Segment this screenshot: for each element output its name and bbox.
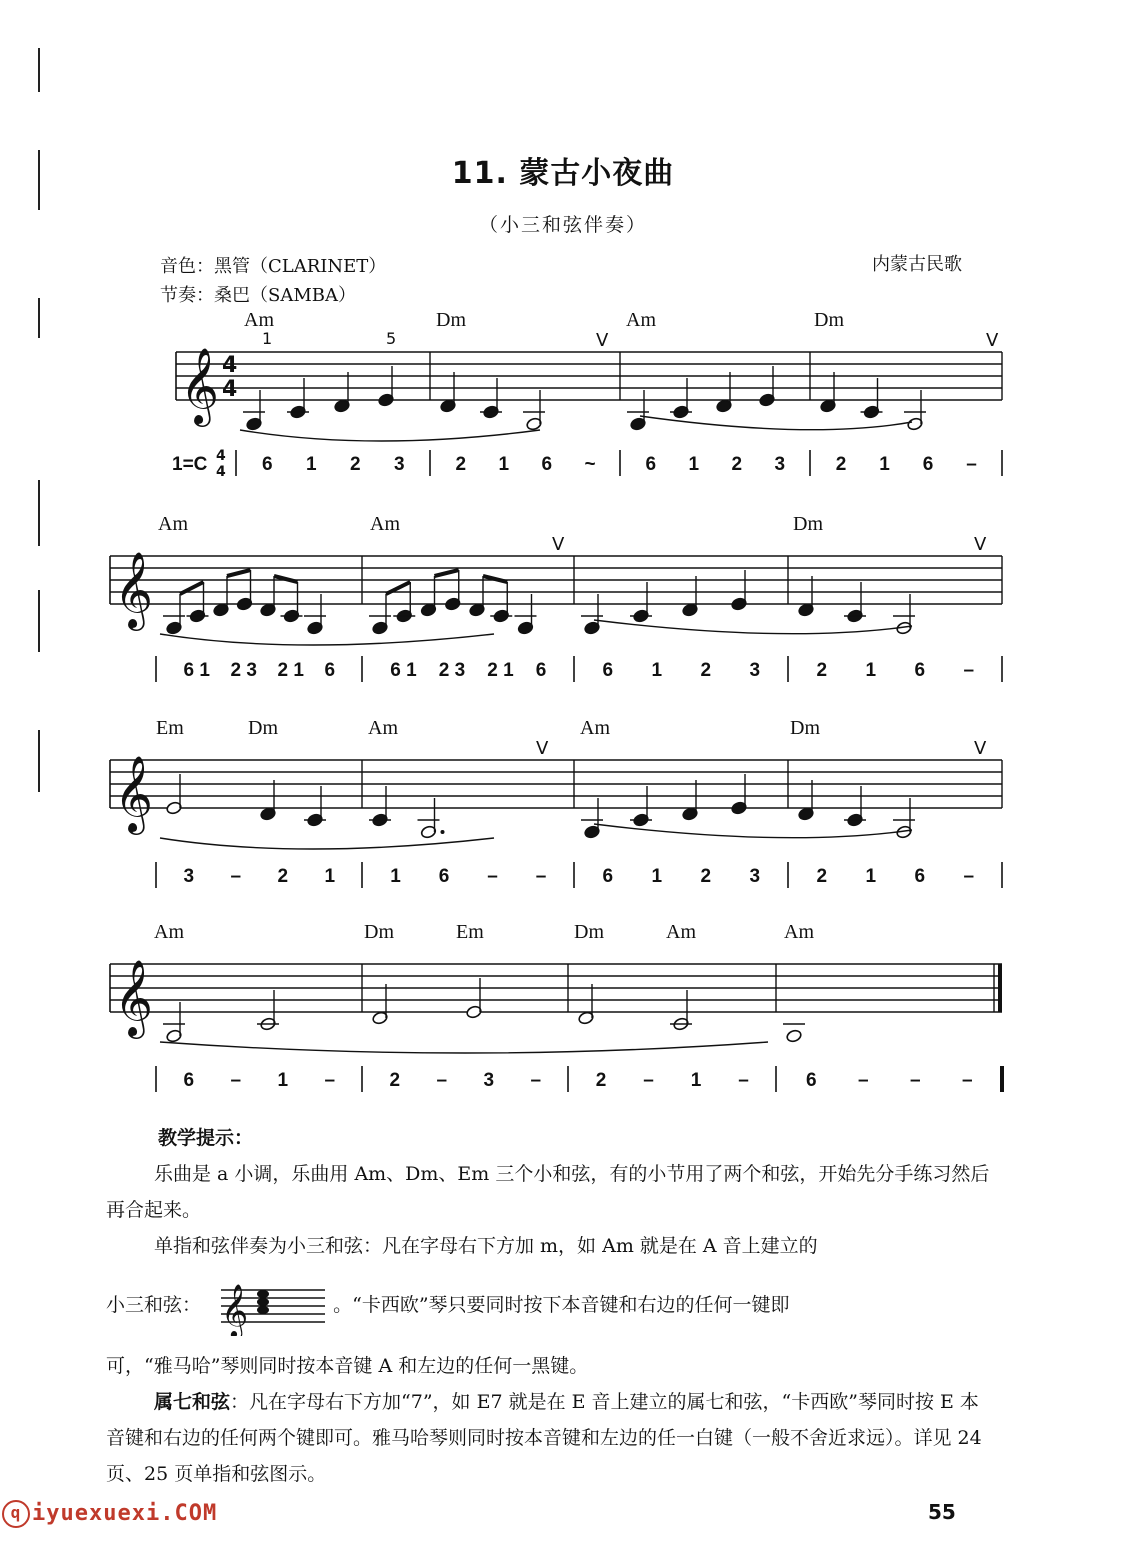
breath-mark: V [986, 330, 999, 351]
jianpu-note: – [910, 1070, 921, 1091]
jianpu-note: 1 [324, 866, 336, 887]
jianpu-note: – [966, 454, 977, 475]
q-circle-logo-icon: q [2, 1500, 30, 1528]
jianpu-note: 6 [806, 1070, 817, 1091]
augmentation-dot [441, 830, 445, 834]
chord-symbol: Dm [364, 921, 394, 943]
jianpu-note: 1 [688, 454, 700, 475]
jianpu-note: 2 [595, 1070, 607, 1091]
chord-symbol: Dm [574, 921, 604, 943]
jianpu-time-digit: 4 [216, 448, 226, 464]
time-signature-digit: 4 [222, 353, 238, 378]
breath-mark: V [536, 738, 549, 759]
treble-clef-icon: 𝄞 [180, 347, 220, 424]
chord-symbol: Am [368, 717, 398, 739]
jianpu-note: – [230, 866, 242, 887]
treble-clef-icon: 𝄞 [114, 959, 154, 1036]
slur [160, 1042, 768, 1053]
notes-paragraph-1: 乐曲是 a 小调，乐曲用 Am、Dm、Em 三个小和弦，有的小节用了两个和弦，开始先分手练习然后再合起来。 [106, 1163, 990, 1221]
jianpu-note: 1 [306, 454, 317, 475]
time-signature-digit: 4 [222, 377, 238, 402]
jianpu-time-digit: 4 [216, 464, 226, 480]
jianpu-note: 6 [914, 866, 926, 887]
chord-symbol: Dm [814, 309, 844, 331]
jianpu-note: 2 3 [230, 660, 257, 681]
fingering-number: 1 [262, 329, 273, 348]
jianpu-note: 6 [914, 660, 926, 681]
breath-mark: V [974, 534, 987, 555]
jianpu-note: 1 [651, 866, 663, 887]
chord-symbol: Am [626, 309, 656, 331]
slur [240, 430, 540, 441]
chord-symbol: Am [580, 717, 610, 739]
jianpu-note: 2 [816, 866, 828, 887]
breath-mark: V [974, 738, 987, 759]
jianpu-note: 6 [645, 454, 657, 475]
chord-symbol: Dm [790, 717, 820, 739]
treble-clef-icon: 𝄞 [114, 551, 154, 628]
chord-symbol: Em [156, 717, 184, 739]
jianpu-note: 6 [535, 660, 547, 681]
jianpu-note: – [487, 866, 498, 887]
jianpu-note: 6 [922, 454, 934, 475]
note-head [786, 1029, 803, 1043]
chord-symbol: Em [456, 921, 484, 943]
rhythm-label: 节奏：桑巴（SAMBA） [160, 285, 356, 306]
page-title: 11. 蒙古小夜曲 [451, 156, 675, 191]
jianpu-note: 6 1 [183, 660, 210, 681]
key-signature: 1=C [172, 454, 208, 475]
jianpu-note: – [858, 1070, 869, 1091]
notes-paragraph-3-end: 。“卡西欧”琴只要同时按下本音键和右边的任何一键即 [333, 1294, 790, 1316]
chord-symbol: Am [370, 513, 400, 535]
notes-heading: 教学提示： [158, 1127, 254, 1149]
beam [435, 570, 459, 576]
chord-staff-icon [207, 1276, 327, 1336]
dominant-seventh-label: 属七和弦 [154, 1391, 231, 1413]
beam [483, 576, 507, 582]
jianpu-note: – [962, 1070, 973, 1091]
slur [640, 416, 912, 430]
jianpu-note: 2 [835, 454, 847, 475]
jianpu-note: 2 [277, 866, 289, 887]
slur [160, 838, 494, 849]
jianpu-note: 1 [390, 866, 401, 887]
chord-symbol: Am [244, 309, 274, 331]
beam [227, 570, 251, 576]
chord-symbol: Dm [248, 717, 278, 739]
jianpu-note: 2 [816, 660, 828, 681]
jianpu-note: – [643, 1070, 654, 1091]
chord-symbol: Am [784, 921, 814, 943]
chord-symbol: Dm [793, 513, 823, 535]
jianpu-note: 1 [651, 660, 663, 681]
notes-paragraph-5 [106, 1384, 996, 1492]
jianpu-note: 1 [498, 454, 510, 475]
notes-paragraph-5-body: ：凡在字母右下方加“7”，如 E7 就是在 E 音上建立的属七和弦，“卡西欧”琴同时按 E 本音键和右边的任何两个键即可。雅马哈琴则同时按本音键和左边的任一白键（一般不舍近求远）。详见 24 页、25 页单指和弦图示。 [106, 1391, 982, 1485]
jianpu-note: 6 [438, 866, 450, 887]
jianpu-note: 3 [749, 866, 761, 887]
jianpu-note: 6 [183, 1070, 195, 1091]
chord-symbol: Dm [436, 309, 466, 331]
jianpu-note: – [230, 1070, 242, 1091]
slur [594, 824, 912, 838]
jianpu-note: 3 [483, 1070, 495, 1091]
jianpu-note: 6 [541, 454, 553, 475]
jianpu-note: 1 [277, 1070, 289, 1091]
jianpu-note: 3 [774, 454, 786, 475]
treble-clef-icon: 𝄞 [114, 755, 154, 832]
jianpu-note: 6 [324, 660, 336, 681]
jianpu-note: 1 [865, 660, 877, 681]
jianpu-note: 6 [602, 660, 614, 681]
jianpu-note: 3 [749, 660, 761, 681]
jianpu-note: 2 [700, 866, 712, 887]
watermark [2, 1500, 217, 1528]
slur [594, 620, 912, 634]
jianpu-note: – [324, 1070, 336, 1091]
jianpu-note: 2 1 [277, 660, 304, 681]
jianpu-note: 2 3 [438, 660, 466, 681]
page-subtitle: （小三和弦伴奏） [478, 214, 647, 236]
jianpu-note: – [436, 1070, 448, 1091]
chord-symbol: Am [158, 513, 188, 535]
jianpu-note: 2 [731, 454, 743, 475]
notes-paragraph-3-start: 小三和弦： [106, 1294, 202, 1316]
watermark-text: iyuexuexi.COM [32, 1501, 218, 1526]
chord-symbol: Am [154, 921, 184, 943]
slur [160, 634, 494, 645]
jianpu-note: 3 [183, 866, 195, 887]
jianpu-note: 1 [879, 454, 890, 475]
jianpu-note: 1 [690, 1070, 702, 1091]
jianpu-note: 2 [455, 454, 467, 475]
breath-mark: V [596, 330, 609, 351]
jianpu-note: – [738, 1070, 749, 1091]
jianpu-note: 1 [865, 866, 877, 887]
page-number: 55 [928, 1500, 956, 1524]
jianpu-note: – [530, 1070, 542, 1091]
fingering-number: 5 [386, 329, 397, 348]
teaching-notes [106, 1120, 996, 1492]
notes-paragraph-2: 单指和弦伴奏为小三和弦：凡在字母右下方加 m，如 Am 就是在 A 音上建立的 [154, 1235, 818, 1257]
notes-paragraph-4: 可，“雅马哈”琴则同时按本音键 A 和左边的任何一黑键。 [106, 1355, 589, 1377]
jianpu-note: – [535, 866, 547, 887]
notes-paragraph-3 [106, 1276, 996, 1336]
jianpu-note: 2 [350, 454, 361, 475]
tone-label: 音色：黑管（CLARINET） [160, 256, 387, 277]
jianpu-note: 2 [700, 660, 712, 681]
beam [274, 576, 298, 582]
jianpu-note: 6 [262, 454, 273, 475]
origin-label: 内蒙古民歌 [872, 254, 962, 275]
jianpu-note: 6 [602, 866, 614, 887]
chord-symbol: Am [666, 921, 696, 943]
breath-mark: V [552, 534, 565, 555]
jianpu-note: ~ [584, 454, 596, 475]
jianpu-note: 2 1 [487, 660, 514, 681]
jianpu-note: 6 1 [390, 660, 417, 681]
jianpu-note: 2 [389, 1070, 401, 1091]
svg-text:𝄞: 𝄞 [221, 1283, 249, 1336]
jianpu-note: 3 [394, 454, 405, 475]
jianpu-note: – [963, 660, 975, 681]
jianpu-note: – [963, 866, 975, 887]
